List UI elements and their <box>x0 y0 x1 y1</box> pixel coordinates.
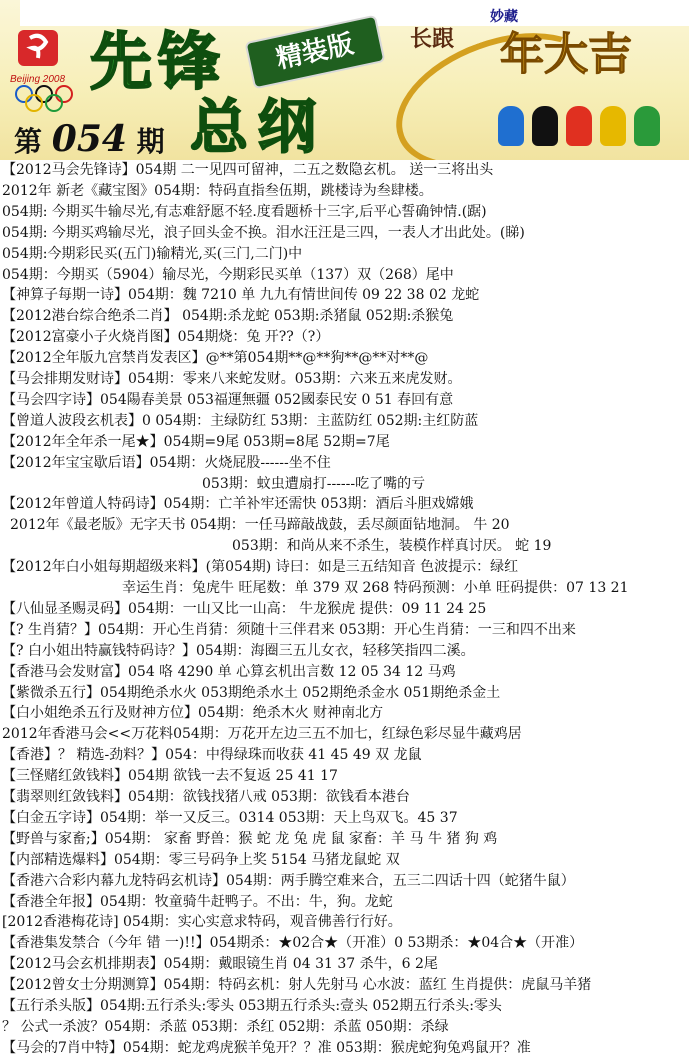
text-line: 【五行杀头版】054期:五行杀头:零头 053期五行杀头:壹头 052期五行杀头:零头 <box>2 998 502 1014</box>
banner-tagline-right: 年大吉 <box>500 29 632 80</box>
text-line: 054期: 今期买牛输尽光,有志难舒愿不轻.度看题桥十三字,后平心誓确钟情.(踞) <box>2 203 487 220</box>
olympic-text: Beijing 2008 <box>10 74 66 85</box>
banner-title-zonggang: 总纲 <box>190 93 327 160</box>
text-line: 【2012曾女士分期测算】054期：特码玄机：射人先射马 心水波：蓝红 生肖提供：虎鼠马羊猪 <box>2 977 592 994</box>
text-line: 【马会的7肖中特】054期：蛇龙鸡虎猴羊兔开？？准 053期：猴虎蛇狗兔鸡鼠开？准 <box>2 1039 531 1056</box>
text-line: 【2012年宝宝歇后语】054期：火烧屁股------坐不住 <box>2 454 331 471</box>
text-line: 【香港马会发财富】054 咯 4290 单 心算玄机出言数 12 05 34 12 马鸡 <box>2 663 456 680</box>
header-banner <box>0 0 689 160</box>
olympic-rings-icon <box>14 84 74 114</box>
text-line: 【2012年曾道人特码诗】054期：亡羊补牢还需快 053期：酒后斗胆戏嫦娥 <box>2 496 474 513</box>
banner-tagline-left: 长跟 <box>410 27 455 52</box>
text-line: 【八仙显圣赐灵码】054期：一山又比一山高： 牛龙猴虎 提供：09 11 24 25 <box>2 600 487 617</box>
text-line: 2012年香港马会<<万花料054期：万花开左边三五不加七，红绿色彩尽显牛藏鸡居 <box>2 726 522 743</box>
text-line: 幸运生肖：兔虎牛 旺尾数：单 379 双 268 特码预测：小单 旺码提供：07 13 21 <box>122 580 629 596</box>
mascot-icon <box>600 106 626 146</box>
text-line: 054期：今期买（5904）输尽光，今期彩民买单（137）双（268）尾中 <box>2 266 454 283</box>
text-line: 053期：蚊虫遭扇打------吃了嘴的亏 <box>202 475 426 492</box>
text-line: 053期：和尚从来不杀生，装模作样真讨厌。 蛇 19 <box>232 538 552 555</box>
mascot-icon <box>498 106 524 146</box>
text-line: 【香港六合彩内幕九龙特码玄机诗】054期：两手腾空难来合，五三二四话十四（蛇猪牛鼠） <box>2 872 575 889</box>
issue-number: 054 <box>51 118 127 160</box>
banner-tagline-top: 妙藏 <box>490 9 518 25</box>
text-line: 054期:今期彩民买(五门)输精光,买(三门,二门)中 <box>2 245 303 262</box>
text-line: 【香港】？ 精选-劲料？】054：中得绿珠而收获 41 45 49 双 龙鼠 <box>2 747 422 764</box>
text-line: 【香港全年报】054期：牧童骑牛赶鸭子。不出：牛，狗。龙蛇 <box>2 893 393 910</box>
issue-label: 第 054 期 <box>14 118 165 160</box>
text-line: 【2012全年版九宫禁肖发表区】@**第054期**@**狗**@**对**@ <box>2 350 429 367</box>
text-line: 2012年《最老版》无字天书 054期：一任马蹄敲战鼓，丢尽颜面钻地洞。 牛 20 <box>10 517 510 534</box>
text-line: 【2012马会先锋诗】054期 二一见四可留神，二五之数隐玄机。 送一三将出头 <box>2 162 494 178</box>
mascot-icon <box>532 106 558 146</box>
text-line: 【? 白小姐出特赢钱特码诗？】054期：海圈三五儿女衣，轻移笑指四二溪。 <box>2 642 475 659</box>
text-line: 【? 生肖猜？】054期：开心生肖猜：须随十三伴君来 053期：开心生肖猜：一三和四不出来 <box>2 621 576 638</box>
olympic-emblem-icon <box>12 28 68 68</box>
fuwa-mascots <box>498 106 660 146</box>
text-line: 2012年 新老《藏宝图》054期：特码直指叁伍期，跳楼诗为叁肆楼。 <box>2 182 433 199</box>
text-line: 【2012港台综合绝杀二肖】 054期:杀龙蛇 053期:杀猪鼠 052期:杀猴兔 <box>2 308 454 325</box>
text-line: 【神算子每期一诗】054期：魏 7210 单 九九有情世间传 09 22 38 02 龙蛇 <box>2 287 480 304</box>
edition-badge: 精装版 <box>244 15 385 90</box>
text-line: 【野兽与家畜;】054期： 家畜 野兽：猴 蛇 龙 兔 虎 鼠 家畜：羊 马 牛 猪 狗 鸡 <box>2 830 498 847</box>
text-line: 【内部精选爆料】054期：零三号码争上奖 5154 马猪龙鼠蛇 双 <box>2 851 400 868</box>
mascot-icon <box>634 106 660 146</box>
text-line: 【马会排期发财诗】054期：零来八来蛇发财。053期：六来五来虎发财。 <box>2 371 462 387</box>
text-line: 【白小姐绝杀五行及财神方位】054期：绝杀木火 财神南北方 <box>2 705 384 722</box>
text-line: ？ 公式一杀波？054期：杀蓝 053期：杀红 052期：杀蓝 050期：杀绿 <box>2 1018 449 1035</box>
text-line: 【曾道人波段玄机表】0 054期：主绿防红 53期：主蓝防红 052期:主红防蓝 <box>2 412 479 429</box>
text-line: 【香港集发禁合（今年 错 一)!!】054期杀：★02合★（开准）0 53期杀：★04合★（开准） <box>2 935 584 952</box>
text-line: 【紫微杀五行】054期绝杀水火 053期绝杀水土 052期绝杀金水 051期绝杀金土 <box>2 684 501 701</box>
text-line: 【三怪赌红敛钱料】054期 欲钱一去不复返 25 41 17 <box>2 768 338 785</box>
text-line: 【翡翠则红敛钱料】054期：欲钱找猪八戒 053期：欲钱看本港台 <box>2 789 410 805</box>
text-line: [2012香港梅花诗] 054期：实心实意求特码，观音佛善行行好。 <box>2 914 402 931</box>
text-line: 【2012年全年杀一尾★】054期=9尾 053期=8尾 52期=7尾 <box>2 433 390 450</box>
text-line: 【2012富豪小子火烧肖图】054期烧：兔 开??（?） <box>2 329 330 346</box>
mascot-icon <box>566 106 592 146</box>
text-line: 【马会四字诗】054陽春美景 053福運無疆 052國泰民安 0 51 春回有意 <box>2 391 454 408</box>
banner-title-xianfeng: 先锋 <box>90 25 227 98</box>
text-line: 054期: 今期买鸡输尽光，浪子回头金不换。泪水汪汪是三四，一表人才出此处。(睇) <box>2 224 525 241</box>
text-line: 【2012年白小姐每期超级来料】(第054期) 诗曰：如是三五结知音 色波提示：绿红 <box>2 559 519 576</box>
text-line: 【白金五字诗】054期：举一又反三。0314 053期：天上鸟双飞。45 37 <box>2 809 458 826</box>
text-line: 【2012马会玄机排期表】054期：戴眼镜生肖 04 31 37 杀牛，6 2尾 <box>2 956 438 973</box>
